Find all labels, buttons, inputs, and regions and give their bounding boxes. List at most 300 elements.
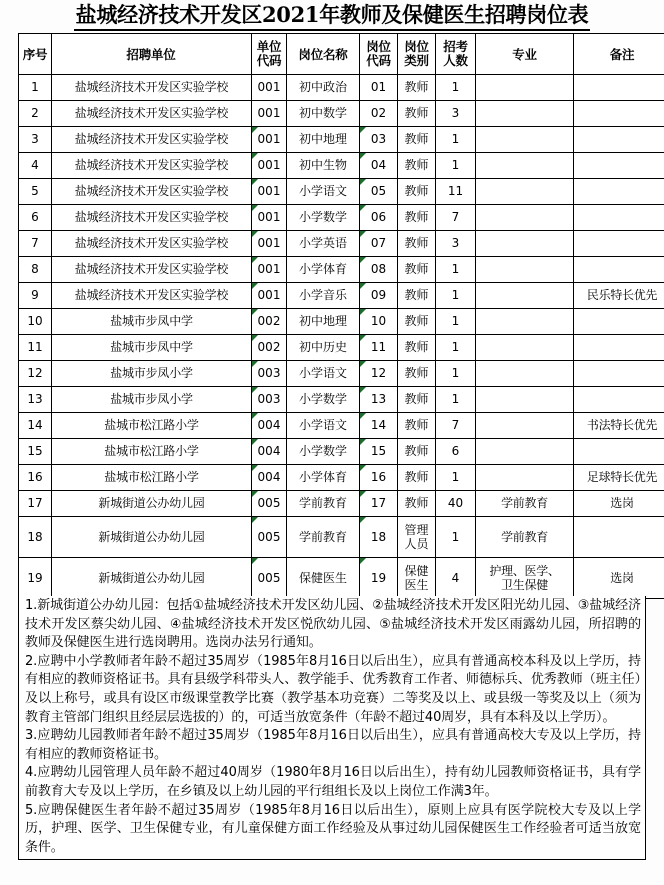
cell-remark: [574, 439, 664, 465]
cell-post-type-text: 教师: [404, 132, 429, 146]
cell-post-code: [360, 75, 398, 101]
cell-sequence: [19, 517, 52, 558]
cell-sequence-text: 13: [27, 392, 43, 406]
cell-post-name-text: 小学英语: [298, 236, 347, 250]
cell-post-type: [398, 179, 436, 205]
cell-post-name: [287, 283, 360, 309]
comment-marker-icon: [252, 153, 258, 159]
table-row: [19, 335, 664, 361]
footnote-item: 3.应聘幼儿园教师者年龄不超过35周岁（1985年8月16日以后出生），应具有普通高校大专及以上学历，持有相应的教师资格证书。: [25, 728, 641, 762]
cell-post-code-text: 16: [370, 470, 387, 484]
cell-hire-number: [436, 361, 476, 387]
cell-unit-code: [252, 179, 287, 205]
cell-sequence-text: 5: [31, 184, 39, 198]
cell-sequence-text: 12: [27, 366, 43, 380]
footnote-item: 1.新城街道公办幼儿园：包括①盐城经济技术开发区幼儿园、②盐城经济技术开发区阳光幼儿园、③盐城经济技术开发区蔡尖幼儿园、④盐城经济技术开发区悦欣幼儿园、⑤盐城经济技术开发区雨露幼儿园，所招聘的教师及保健医生进行选岗聘用。选岗办法另行通知。: [25, 598, 641, 651]
header-post-type-line2: 类别: [404, 53, 429, 68]
cell-post-code-text: 10: [370, 314, 387, 328]
cell-unit-name: [52, 335, 252, 361]
cell-sequence-text: 6: [31, 210, 39, 224]
cell-post-code: [360, 335, 398, 361]
cell-unit-code: [252, 231, 287, 257]
cell-unit-name: [52, 257, 252, 283]
cell-post-type-text: 教师: [404, 340, 429, 354]
comment-marker-icon: [360, 517, 366, 523]
footnotes-block: [18, 596, 646, 860]
cell-sequence: [19, 491, 52, 517]
cell-post-code-text: 14: [370, 418, 387, 432]
cell-unit-name-text: 盐城市步凤中学: [110, 314, 193, 328]
cell-hire-number-text: 3: [451, 106, 460, 120]
cell-post-type: [398, 231, 436, 257]
header-post-type: [398, 34, 436, 75]
cell-sequence: [19, 153, 52, 179]
header-unit: 招聘单位: [52, 34, 252, 75]
comment-marker-icon: [252, 335, 258, 341]
cell-post-type: [398, 361, 436, 387]
cell-post-type: [398, 257, 436, 283]
cell-unit-name: [52, 283, 252, 309]
cell-unit-code-text: 001: [257, 210, 281, 224]
cell-unit-name-text: 盐城经济技术开发区实验学校: [74, 236, 229, 250]
cell-hire-number: [436, 179, 476, 205]
cell-post-code-text: 08: [370, 262, 387, 276]
cell-post-type: [398, 413, 436, 439]
table-row: [19, 491, 664, 517]
cell-post-type: [398, 439, 436, 465]
cell-unit-name-text: 盐城经济技术开发区实验学校: [74, 106, 229, 120]
cell-remark: [574, 558, 664, 599]
cell-major: [476, 283, 574, 309]
cell-remark: [574, 127, 664, 153]
cell-sequence: [19, 75, 52, 101]
cell-sequence: [19, 361, 52, 387]
cell-unit-name-text: 盐城市步凤小学: [110, 366, 193, 380]
cell-post-name-text: 初中地理: [298, 314, 347, 328]
cell-hire-number-text: 1: [451, 366, 460, 380]
cell-sequence-text: 2: [31, 106, 39, 120]
cell-post-type: [398, 101, 436, 127]
header-major: 专业: [476, 34, 574, 75]
cell-unit-name-text: 盐城经济技术开发区实验学校: [74, 210, 229, 224]
cell-unit-code-text: 001: [257, 288, 281, 302]
table-row: [19, 517, 664, 558]
page-title: 盐城经济技术开发区2021年教师及保健医生招聘岗位表: [74, 2, 591, 31]
cell-unit-name-text: 新城街道公办幼儿园: [98, 529, 205, 544]
cell-post-name-text: 小学体育: [298, 262, 347, 276]
cell-post-name: [287, 465, 360, 491]
cell-unit-name-text: 盐城市步凤小学: [110, 392, 193, 406]
comment-marker-icon: [252, 439, 258, 445]
cell-unit-code: [252, 413, 287, 439]
cell-major-text: 学前教育: [501, 496, 548, 510]
cell-unit-name-text: 盐城市松江路小学: [104, 444, 199, 458]
comment-marker-icon: [252, 413, 258, 419]
cell-post-name-text: 小学数学: [298, 444, 347, 458]
cell-unit-code: [252, 387, 287, 413]
cell-remark-text: 选岗: [610, 570, 634, 585]
cell-unit-code-text: 002: [257, 340, 281, 354]
table-body: [19, 75, 664, 599]
cell-hire-number-text: 7: [451, 418, 460, 432]
cell-major: [476, 439, 574, 465]
cell-post-code: [360, 101, 398, 127]
header-sequence: 序号: [19, 34, 52, 75]
cell-sequence: [19, 231, 52, 257]
cell-unit-code: [252, 257, 287, 283]
comment-marker-icon: [360, 361, 366, 367]
cell-sequence: [19, 387, 52, 413]
comment-marker-icon: [360, 127, 366, 133]
cell-hire-number: [436, 231, 476, 257]
table-row: [19, 179, 664, 205]
cell-unit-code-text: 001: [257, 262, 281, 276]
cell-post-type-text: 教师: [404, 210, 429, 224]
cell-major: [476, 387, 574, 413]
comment-marker-icon: [252, 283, 258, 289]
comment-marker-icon: [360, 231, 366, 237]
cell-hire-number: [436, 413, 476, 439]
cell-sequence-text: 4: [31, 158, 39, 172]
cell-unit-code: [252, 439, 287, 465]
cell-hire-number: [436, 309, 476, 335]
cell-post-code-text: 06: [370, 210, 387, 224]
table-row: [19, 413, 664, 439]
cell-post-type-text: 教师: [404, 262, 429, 276]
cell-hire-number: [436, 283, 476, 309]
cell-remark-text: 书法特长优先: [586, 418, 658, 432]
cell-unit-name-text: 盐城经济技术开发区实验学校: [74, 132, 229, 146]
cell-remark: [574, 361, 664, 387]
cell-hire-number: [436, 101, 476, 127]
cell-remark: [574, 179, 664, 205]
comment-marker-icon: [360, 153, 366, 159]
cell-hire-number: [436, 335, 476, 361]
cell-post-name: [287, 101, 360, 127]
footnote-item: 4.应聘幼儿园管理人员年龄不超过40周岁（1980年8月16日以后出生），持有幼儿园教师资格证书，具有学前教育大专及以上学历，在乡镇及以上幼儿园的平行组组长及以上岗位工作满3年。: [25, 765, 641, 799]
cell-unit-name-text: 盐城市步凤中学: [110, 340, 193, 354]
cell-post-type: [398, 153, 436, 179]
cell-post-name: [287, 257, 360, 283]
cell-post-type-line1: 保健: [404, 564, 429, 578]
cell-major: [476, 309, 574, 335]
cell-unit-code-text: 001: [257, 132, 281, 146]
cell-post-name: [287, 309, 360, 335]
cell-unit-name: [52, 205, 252, 231]
cell-unit-name-text: 盐城经济技术开发区实验学校: [74, 80, 229, 94]
cell-post-code-text: 09: [370, 288, 387, 302]
cell-unit-code-text: 003: [257, 392, 281, 406]
page-title-wrapper: [0, 2, 664, 31]
comment-marker-icon: [360, 491, 366, 497]
cell-post-code: [360, 153, 398, 179]
cell-unit-name: [52, 465, 252, 491]
cell-hire-number-text: 6: [451, 444, 460, 458]
cell-hire-number-text: 1: [451, 340, 460, 354]
cell-post-code-text: 13: [370, 392, 387, 406]
table-row: [19, 439, 664, 465]
cell-post-code: [360, 558, 398, 599]
cell-sequence: [19, 558, 52, 599]
cell-hire-number-text: 1: [451, 470, 460, 484]
cell-remark: [574, 205, 664, 231]
cell-major-line1: 护理、医学、: [489, 564, 560, 578]
cell-unit-name-text: 新城街道公办幼儿园: [98, 496, 205, 510]
cell-post-name: [287, 231, 360, 257]
cell-unit-code-text: 005: [257, 496, 281, 510]
cell-hire-number: [436, 517, 476, 558]
cell-unit-name: [52, 361, 252, 387]
cell-post-name: [287, 335, 360, 361]
cell-unit-code: [252, 283, 287, 309]
cell-hire-number-text: 7: [451, 210, 460, 224]
header-post-code: [360, 34, 398, 75]
table-row: [19, 387, 664, 413]
cell-remark: [574, 101, 664, 127]
cell-sequence-text: 8: [31, 262, 39, 276]
cell-sequence: [19, 205, 52, 231]
cell-post-type-text: 教师: [404, 288, 429, 302]
cell-post-type-line2: 医生: [404, 578, 429, 592]
cell-hire-number: [436, 439, 476, 465]
cell-post-type: [398, 558, 436, 599]
comment-marker-icon: [360, 558, 366, 564]
cell-unit-code-text: 004: [257, 470, 281, 484]
cell-post-code: [360, 283, 398, 309]
cell-unit-code-text: 003: [257, 366, 281, 380]
cell-hire-number-text: 11: [447, 184, 464, 198]
cell-unit-name-text: 新城街道公办幼儿园: [98, 570, 205, 585]
table-row: [19, 205, 664, 231]
cell-unit-name: [52, 491, 252, 517]
cell-sequence: [19, 257, 52, 283]
cell-post-type-text: 教师: [404, 366, 429, 380]
cell-major: [476, 465, 574, 491]
cell-sequence-text: 14: [27, 418, 43, 432]
cell-post-name: [287, 153, 360, 179]
cell-post-name-text: 初中历史: [298, 340, 347, 354]
comment-marker-icon: [360, 309, 366, 315]
cell-sequence: [19, 439, 52, 465]
comment-marker-icon: [252, 361, 258, 367]
comment-marker-icon: [252, 517, 258, 523]
cell-major: [476, 75, 574, 101]
cell-post-type: [398, 465, 436, 491]
comment-marker-icon: [252, 127, 258, 133]
header-remark: 备注: [574, 34, 664, 75]
cell-unit-name: [52, 439, 252, 465]
cell-unit-code: [252, 491, 287, 517]
cell-hire-number-text: 1: [451, 262, 460, 276]
cell-hire-number: [436, 257, 476, 283]
cell-post-code: [360, 439, 398, 465]
cell-unit-code-text: 001: [257, 236, 281, 250]
cell-post-type: [398, 75, 436, 101]
cell-post-code-text: 15: [370, 444, 387, 458]
table-row: [19, 283, 664, 309]
cell-unit-name: [52, 517, 252, 558]
cell-unit-code-text: 001: [257, 106, 281, 120]
cell-unit-code-text: 002: [257, 314, 281, 328]
cell-major: [476, 558, 574, 599]
cell-sequence-text: 15: [27, 444, 43, 458]
cell-post-type-text: 教师: [404, 80, 429, 94]
cell-post-name-text: 小学语文: [298, 366, 347, 380]
cell-post-code-text: 11: [370, 340, 387, 354]
cell-post-type-text: 教师: [404, 106, 429, 120]
cell-post-code: [360, 205, 398, 231]
positions-table-container: [18, 33, 658, 599]
cell-sequence-text: 10: [27, 314, 43, 328]
cell-post-type-text: 教师: [404, 470, 429, 484]
comment-marker-icon: [252, 309, 258, 315]
cell-sequence-text: 1: [31, 80, 39, 94]
cell-unit-name-text: 盐城经济技术开发区实验学校: [74, 262, 229, 276]
cell-post-code-text: 03: [370, 132, 387, 146]
cell-major: [476, 127, 574, 153]
cell-major: [476, 179, 574, 205]
table-row: [19, 465, 664, 491]
comment-marker-icon: [360, 283, 366, 289]
cell-post-code: [360, 127, 398, 153]
cell-sequence-text: 19: [27, 570, 43, 585]
cell-unit-name-text: 盐城市松江路小学: [104, 470, 199, 484]
comment-marker-icon: [252, 387, 258, 393]
table-row: [19, 361, 664, 387]
cell-unit-code-text: 001: [257, 80, 281, 94]
cell-post-type-line1: 管理: [404, 523, 429, 537]
cell-sequence-text: 7: [31, 236, 39, 250]
cell-post-code: [360, 179, 398, 205]
cell-unit-name: [52, 179, 252, 205]
cell-post-type: [398, 309, 436, 335]
cell-post-name-text: 初中生物: [298, 158, 347, 172]
cell-hire-number: [436, 205, 476, 231]
header-unit-code-line1: 单位: [256, 39, 282, 54]
table-row: [19, 101, 664, 127]
comment-marker-icon: [252, 491, 258, 497]
cell-post-type-line2: 人员: [404, 537, 429, 551]
comment-marker-icon: [360, 413, 366, 419]
cell-unit-name: [52, 153, 252, 179]
cell-unit-code: [252, 205, 287, 231]
cell-post-code-text: 05: [370, 184, 387, 198]
table-header-row: [19, 34, 664, 75]
comment-marker-icon: [360, 465, 366, 471]
cell-hire-number: [436, 387, 476, 413]
cell-post-type-text: 教师: [404, 496, 429, 510]
cell-sequence-text: 17: [27, 496, 43, 510]
cell-unit-code: [252, 335, 287, 361]
cell-sequence: [19, 413, 52, 439]
cell-unit-code-text: 005: [257, 570, 281, 585]
cell-post-code: [360, 491, 398, 517]
cell-unit-name: [52, 387, 252, 413]
header-post-type-line1: 岗位: [404, 39, 429, 54]
cell-major: [476, 517, 574, 558]
cell-post-type-text: 教师: [404, 314, 429, 328]
cell-post-name: [287, 127, 360, 153]
cell-post-name-text: 小学体育: [298, 470, 347, 484]
header-hire-number-line2: 人数: [443, 53, 468, 68]
cell-unit-name: [52, 75, 252, 101]
cell-major-line2: 卫生保健: [501, 578, 548, 592]
cell-unit-name-text: 盐城经济技术开发区实验学校: [74, 288, 229, 302]
header-hire-number: [436, 34, 476, 75]
cell-sequence: [19, 101, 52, 127]
cell-major: [476, 153, 574, 179]
table-header: [19, 34, 664, 75]
cell-major: [476, 413, 574, 439]
cell-post-code-text: 19: [370, 570, 387, 585]
cell-remark: [574, 335, 664, 361]
cell-post-name-text: 初中地理: [298, 132, 347, 146]
cell-hire-number: [436, 127, 476, 153]
cell-post-code-text: 12: [370, 366, 387, 380]
cell-unit-code: [252, 75, 287, 101]
cell-hire-number-text: 1: [451, 132, 460, 146]
cell-post-code: [360, 387, 398, 413]
cell-post-code: [360, 517, 398, 558]
cell-unit-code: [252, 465, 287, 491]
cell-post-name: [287, 517, 360, 558]
cell-post-name-text: 小学语文: [298, 418, 347, 432]
comment-marker-icon: [360, 439, 366, 445]
cell-post-name-text: 学前教育: [298, 529, 347, 544]
cell-post-name-text: 小学语文: [298, 184, 347, 198]
cell-post-type-text: 教师: [404, 444, 429, 458]
cell-hire-number: [436, 153, 476, 179]
cell-remark: [574, 517, 664, 558]
header-unit-code: [252, 34, 287, 75]
cell-sequence-text: 3: [31, 132, 39, 146]
cell-remark: [574, 231, 664, 257]
cell-unit-name: [52, 127, 252, 153]
cell-remark: [574, 465, 664, 491]
cell-major: [476, 205, 574, 231]
comment-marker-icon: [360, 387, 366, 393]
cell-unit-name: [52, 231, 252, 257]
cell-sequence: [19, 309, 52, 335]
cell-sequence: [19, 127, 52, 153]
cell-post-type-text: 教师: [404, 236, 429, 250]
cell-major: [476, 231, 574, 257]
cell-remark: [574, 387, 664, 413]
cell-hire-number-text: 1: [451, 529, 460, 544]
cell-post-code: [360, 231, 398, 257]
cell-unit-code-text: 001: [257, 158, 281, 172]
cell-post-code-text: 04: [370, 158, 387, 172]
cell-hire-number: [436, 75, 476, 101]
cell-remark-text: 足球特长优先: [586, 470, 658, 484]
cell-post-type: [398, 387, 436, 413]
header-post-code-line1: 岗位: [366, 39, 391, 54]
footnote-item: 5.应聘保健医生者年龄不超过35周岁（1985年8月16日以后出生），原则上应具有医学院校大专及以上学历，护理、医学、卫生保健专业，有儿童保健方面工作经验及从事过幼儿园保健医生工作经验者可适当放宽条件。: [25, 802, 641, 855]
cell-post-type-text: 教师: [404, 158, 429, 172]
cell-hire-number: [436, 491, 476, 517]
cell-unit-name: [52, 413, 252, 439]
cell-unit-code-text: 001: [257, 184, 281, 198]
cell-hire-number-text: 1: [451, 158, 460, 172]
comment-marker-icon: [252, 257, 258, 263]
cell-hire-number-text: 4: [451, 570, 460, 585]
comment-marker-icon: [252, 179, 258, 185]
cell-post-code-text: 07: [370, 236, 387, 250]
cell-unit-code: [252, 101, 287, 127]
table-row: [19, 75, 664, 101]
cell-post-type: [398, 283, 436, 309]
cell-post-name: [287, 413, 360, 439]
